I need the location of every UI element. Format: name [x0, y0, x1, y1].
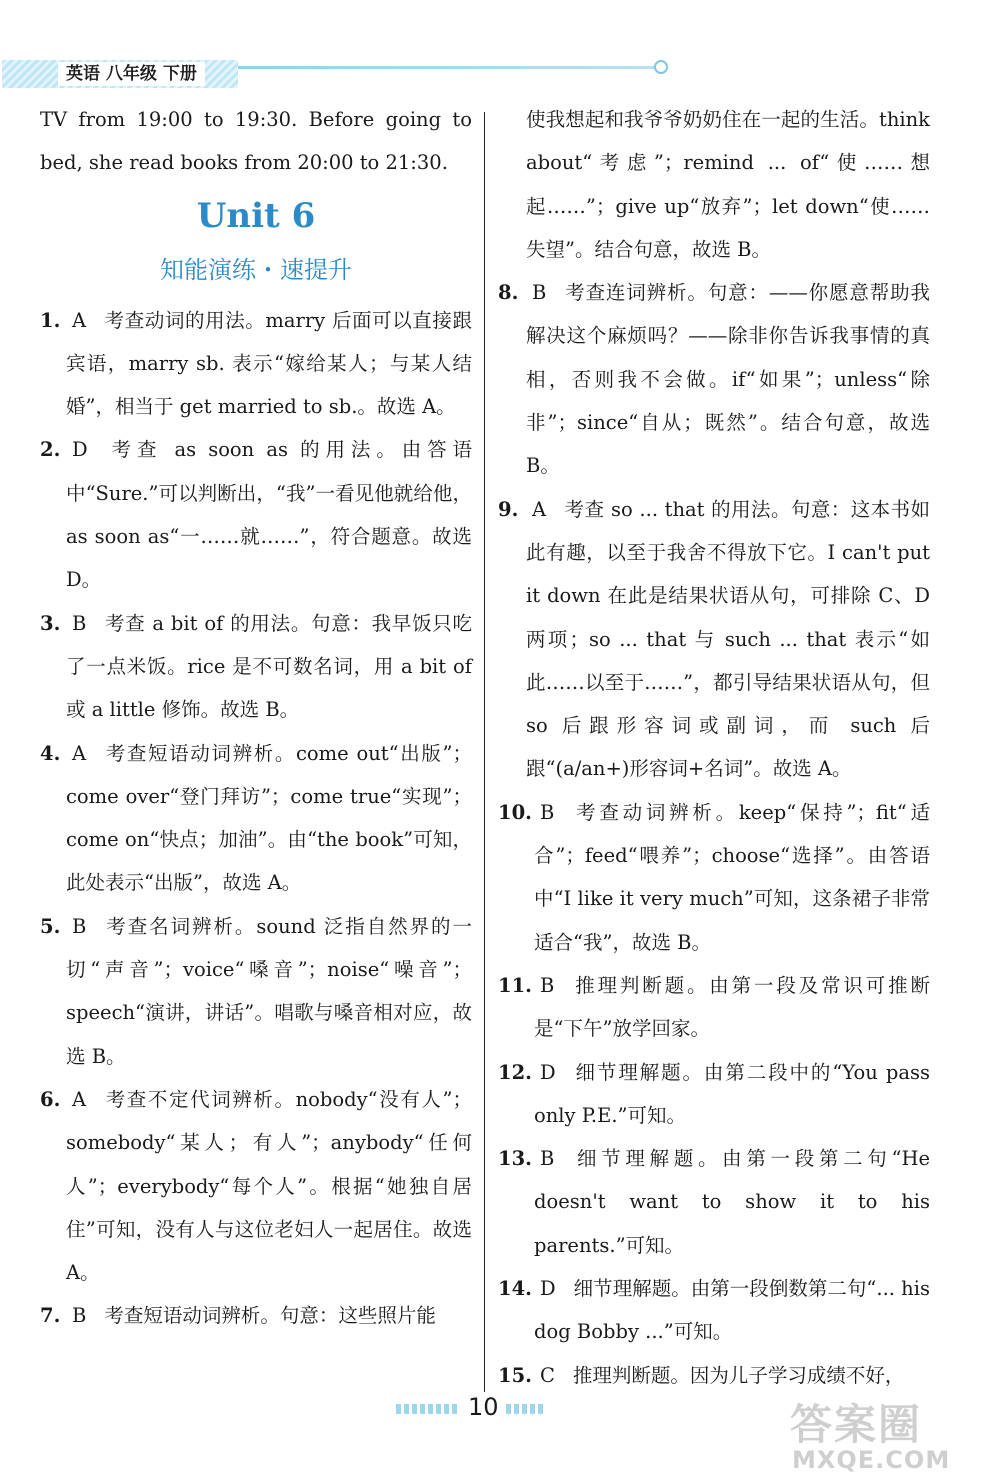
- item-explanation: 考查动词的用法。marry 后面可以直接跟宾语，marry sb. 表示“嫁给某人；与某人结婚”，相当于 get married to sb.。故选 A。: [66, 308, 472, 419]
- item-explanation: 考查 a bit of 的用法。句意：我早饭只吃了一点米饭。rice 是不可数名词，用 a bit of 或 a little 修饰。故选 B。: [66, 611, 472, 722]
- item-answer: D: [540, 1060, 556, 1084]
- page-number: 10: [468, 1393, 499, 1421]
- footer-decoration-right: [506, 1404, 546, 1414]
- intro-text: TV from 19:00 to 19:30. Before going to bed, she read books from 20:00 to 21:30.: [40, 108, 472, 175]
- answer-item-8: [498, 271, 930, 487]
- watermark-bottom: MXQE.COM: [792, 1446, 951, 1474]
- item-explanation: 考查不定代词辨析。nobody“没有人”；somebody“某人；有人”；anybody“任何人”；everybody“每个人”。根据“她独自居住”可知，没有人与这位老妇人一起居住。故选 A。: [66, 1087, 472, 1285]
- item-answer: B: [72, 611, 87, 635]
- item-number: 2.: [40, 438, 61, 462]
- answer-item-14: [498, 1267, 930, 1354]
- answer-item-13: [498, 1137, 930, 1267]
- answer-item-1: [40, 299, 472, 429]
- item-number: 15.: [498, 1363, 532, 1387]
- item-explanation: 细节理解题。由第二段中的“You pass only P.E.”可知。: [534, 1060, 930, 1127]
- item-explanation: 考查 as soon as 的用法。由答语中“Sure.”可以判断出，“我”一看见他就给他，as soon as“一……就……”，符合题意。故选 D。: [66, 438, 472, 592]
- item-explanation: 细节理解题。由第一段倒数第二句“... his dog Bobby ...”可知。: [534, 1277, 930, 1344]
- item-answer: A: [72, 308, 87, 332]
- item-number: 13.: [498, 1147, 532, 1171]
- answer-item-7: [40, 1294, 472, 1337]
- item-number: 11.: [498, 973, 532, 997]
- item-number: 1.: [40, 308, 61, 332]
- answer-item-7-continued: [498, 98, 930, 271]
- item-number: 12.: [498, 1060, 532, 1084]
- item-answer: B: [540, 973, 555, 997]
- answer-item-6: [40, 1078, 472, 1294]
- item-answer: A: [72, 741, 87, 765]
- item-explanation: 考查短语动词辨析。句意：这些照片能: [104, 1304, 436, 1328]
- item-answer: B: [540, 1147, 555, 1171]
- item-explanation: 考查动词辨析。keep“保持”；fit“适合”；feed“喂养”；choose“选择”。由答语中“I like it very much”可知，这条裙子非常适合“我”，故选 B。: [534, 800, 930, 954]
- answer-item-2: [40, 428, 472, 601]
- answer-item-4: [40, 732, 472, 905]
- section-heading: 知能演练・速提升: [160, 255, 352, 284]
- answer-item-15: [498, 1354, 930, 1397]
- item-answer: A: [532, 497, 547, 521]
- item-answer: A: [72, 1087, 87, 1111]
- item-number: 10.: [498, 800, 532, 824]
- item-number: 8.: [498, 281, 519, 305]
- item-answer: B: [540, 800, 555, 824]
- watermark-top: 答案圈: [790, 1400, 923, 1449]
- item-answer: B: [72, 914, 87, 938]
- item-explanation: 考查名词辨析。sound 泛指自然界的一切“声音”；voice“嗓音”；noise“噪音”；speech“演讲，讲话”。唱歌与嗓音相对应，故选 B。: [66, 914, 472, 1068]
- answer-item-5: [40, 905, 472, 1078]
- answer-item-9: [498, 488, 930, 791]
- item-answer: B: [532, 281, 547, 305]
- left-column: [40, 98, 472, 1338]
- item-number: 3.: [40, 611, 61, 635]
- item-number: 7.: [40, 1304, 61, 1328]
- item-explanation: 考查 so ... that 的用法。句意：这本书如此有趣，以至于我舍不得放下它。I can't put it down 在此是结果状语从句，可排除 C、D 两项；so ... that 与 such ... that 表示“如此……以至于……”，都引导结果状语从句，但 so 后跟形容词或副词，而 such 后跟“(a/an+)形容词+名词”。故选 A。: [526, 497, 930, 781]
- item-number: 9.: [498, 497, 519, 521]
- header-rule-end-dot: [654, 60, 668, 74]
- item-explanation: 推理判断题。由第一段及常识可推断是“下午”放学回家。: [534, 973, 930, 1041]
- right-column: [498, 98, 930, 1397]
- answer-item-3: [40, 602, 472, 732]
- item-explanation: 考查连词辨析。句意：——你愿意帮助我解决这个麻烦吗？——除非你告诉我事情的真相，否则我不会做。if“如果”；unless“除非”；since“自从；既然”。结合句意，故选 B。: [526, 281, 930, 478]
- item-explanation: 使我想起和我爷爷奶奶住在一起的生活。think about“考虑”；remind ... of“使……想起……”；give up“放弃”；let down“使……失望”。结合句意，故选 B。: [526, 108, 930, 261]
- item-number: 14.: [498, 1277, 532, 1301]
- column-divider: [484, 112, 485, 1392]
- item-number: 6.: [40, 1087, 61, 1111]
- header-title: 英语 八年级 下册: [58, 62, 205, 86]
- page-footer: [380, 1392, 560, 1428]
- item-answer: D: [540, 1277, 556, 1301]
- item-answer: B: [72, 1304, 87, 1328]
- watermark: [780, 1392, 992, 1478]
- item-number: 4.: [40, 741, 61, 765]
- item-number: 5.: [40, 914, 61, 938]
- answer-item-11: [498, 964, 930, 1051]
- item-explanation: 考查短语动词辨析。come out“出版”；come over“登门拜访”；come true“实现”；come on“快点；加油”。由“the book”可知，此处表示“出版”，故选 A。: [66, 741, 472, 895]
- item-answer: D: [72, 438, 88, 462]
- page-header: [0, 52, 670, 92]
- answer-item-10: [498, 791, 930, 964]
- item-answer: C: [540, 1363, 555, 1387]
- unit-title: Unit 6: [196, 195, 316, 236]
- footer-decoration-left: [396, 1404, 460, 1414]
- item-explanation: 推理判断题。因为儿子学习成绩不好，: [572, 1363, 905, 1387]
- answer-item-12: [498, 1051, 930, 1138]
- item-explanation: 细节理解题。由第一段第二句“He doesn't want to show it to his parents.”可知。: [534, 1147, 930, 1257]
